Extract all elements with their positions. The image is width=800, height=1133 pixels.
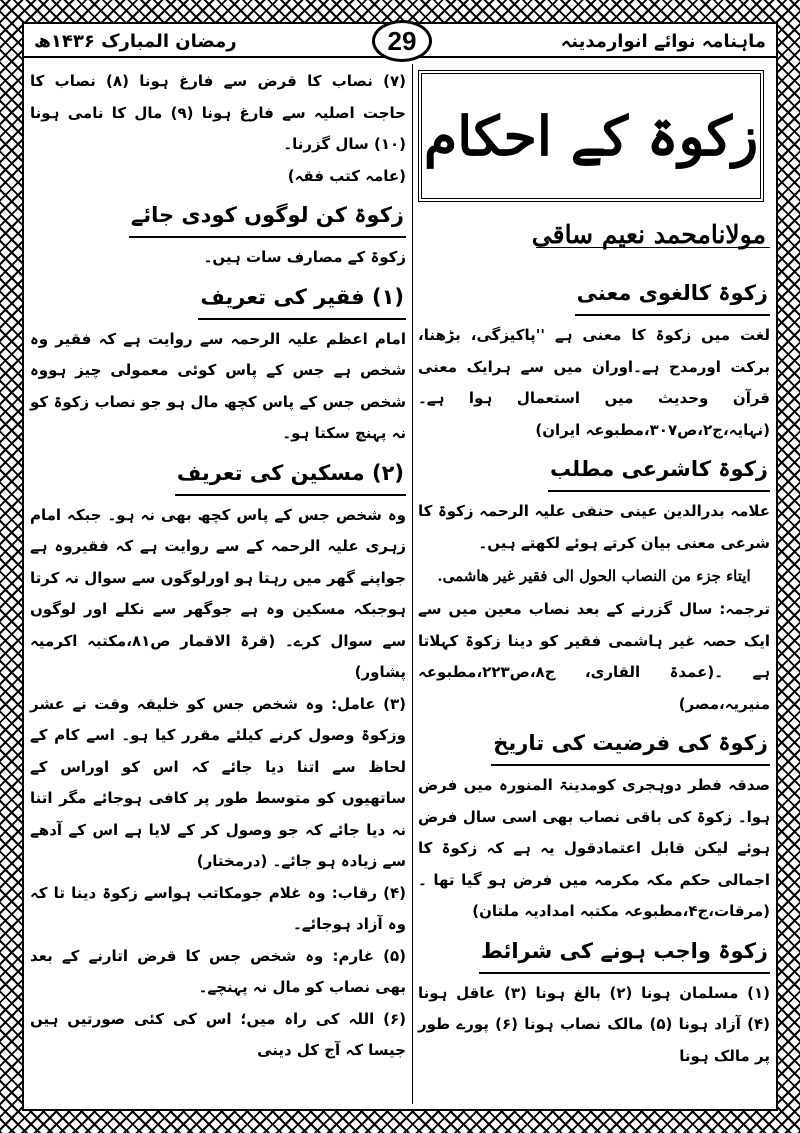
author-name: مولانامحمد نعیم ساقی bbox=[531, 220, 766, 249]
paragraph-faqir: امام اعظم علیہ الرحمہ سے روایت ہے کہ فقیر وہ شخص ہے جس کے پاس کوئی معمولی چیز ہووہ شخص جس کے پاس کچھ مال ہو جو نصاب زکوۃ کو نہ پہنچ سکتا ہو۔ bbox=[30, 329, 406, 442]
column-divider bbox=[412, 64, 413, 1104]
paragraph-gharim: (۵) غارم: وہ شخص جس کا قرض اتارنے کے بعد بھی نصاب کو مال نہ پہنچے۔ bbox=[30, 946, 406, 996]
paragraph-miskeen: وہ شخص جس کے پاس کچھ بھی نہ ہو۔ جبکہ امام زہری علیہ الرحمہ کے سے روایت ہے کہ فقیروہ ہے جواپنے گھر میں رہتا ہو اورلوگوں سے سوال نہ کرتا ہوجبکہ مسکین وہ ہے جوگھر سے نکلے اور لوگوں سے سوال کرے۔ (قرۃ الاقمار ص۸۱،مکتبہ اکرمیہ پشاور) bbox=[30, 505, 406, 681]
article-title: زکوۃ کے احکام bbox=[423, 104, 759, 168]
paragraph-legal-meaning: علامہ بدرالدین عینی حنفی علیہ الرحمہ زکوۃ کا شرعی معنی بیان کرتے ہوئے لکھتے ہیں۔ bbox=[418, 502, 770, 552]
reference-fiqh: (عامہ کتب فقہ) bbox=[287, 166, 406, 185]
right-column bbox=[418, 66, 770, 1072]
section-heading-conditions: زکوۃ واجب ہونے کی شرائط bbox=[479, 932, 770, 974]
section-heading-legal-meaning: زکوۃ کاشرعی مطلب bbox=[548, 450, 770, 492]
section-heading-recipients: زکوۃ کن لوگوں کودی جائے bbox=[129, 196, 406, 238]
section-heading-history: زکوۃ کی فرضیت کی تاریخ bbox=[491, 724, 770, 766]
paragraph-lexical-meaning: لغت میں زکوۃ کا معنی ہے ''پاکیزگی، بڑھنا، برکت اورمدح ہے۔اوران میں سے ہرایک معنی قرآن وحدیث میں استعمال ہوا ہے۔(نہایہ،ج۲،ص۳۰۷،مطبوعہ ایران) bbox=[418, 326, 770, 439]
title-box bbox=[418, 70, 764, 202]
paragraph-recipients: زکوۃ کے مصارف سات ہیں۔ bbox=[203, 248, 406, 266]
section-heading-miskeen: (۲) مسکین کی تعریف bbox=[175, 454, 406, 496]
left-column bbox=[30, 66, 406, 1067]
paragraph-translation: ترجمہ: سال گزرنے کے بعد نصاب معین میں سے ایک حصہ غیر ہاشمی فقیر کو دینا زکوۃ کہلاتا ہے ۔(عمدۃ القاری، ج۸،ص۲۲۳،مطبوعہ منیریہ،مصر) bbox=[418, 600, 770, 713]
magazine-name: ماہنامہ نوائے انوارمدینہ bbox=[560, 31, 766, 52]
issue-date: رمضان المبارک ۱۴۳۶ھ bbox=[34, 31, 237, 52]
section-heading-lexical-meaning: زکوۃ کالغوی معنی bbox=[575, 274, 770, 316]
paragraph-aamil: (۳) عامل: وہ شخص جس کو خلیفہ وقت نے عشر وزکوۃ وصول کرنے کیلئے مقرر کیا ہو۔ اسے کام کے لحاظ سے اتنا دیا جائے کہ اس کو اوراس کے ساتھیوں کو متوسط طور پر کافی ہوجائے مگر اتنا نہ دیا جائے کہ جو وصول کر کے لایا ہے اس کے آدھے سے زیادہ ہو جائے۔ (درمختار) bbox=[30, 694, 406, 870]
paragraph-conditions-continued: (۷) نصاب کا قرض سے فارغ ہونا (۸) نصاب کا حاجت اصلیہ سے فارغ ہونا (۹) مال کا نامی ہونا (۱۰) سال گزرنا۔ bbox=[30, 72, 406, 153]
paragraph-history: صدقہ فطر دوہجری کومدینۃ المنورہ میں فرض ہوا۔ زکوۃ کی باقی نصاب بھی اسی سال فرض ہوئے لیکن قابل اعتمادقول یہ ہے کہ زکوۃ کا اجمالی حکم مکہ مکرمہ میں فرض ہو گیا تھا ۔ (مرقات،ج۴،مطبوعہ مکتبہ امدادیہ ملتان) bbox=[418, 776, 770, 920]
section-heading-faqir: (۱) فقیر کی تعریف bbox=[198, 278, 406, 320]
arabic-definition: ایتاء جزء من النصاب الحول الی فقیر غیر ھاشمی. bbox=[437, 567, 751, 585]
paragraph-riqab: (۴) رقاب: وہ غلام جومکاتب ہواسے زکوۃ دینا تا کہ وہ آزاد ہوجائے۔ bbox=[30, 883, 406, 933]
paragraph-conditions: (۱) مسلمان ہونا (۲) بالغ ہونا (۳) عاقل ہونا (۴) آزاد ہونا (۵) مالک نصاب ہونا (۶) پورے طور پر مالک ہونا bbox=[418, 983, 770, 1065]
author-line bbox=[418, 220, 770, 270]
author-underline bbox=[536, 247, 770, 248]
page-number: 29 bbox=[372, 20, 432, 62]
paragraph-fi-sabilillah: (۶) اللہ کی راہ میں؛ اس کی کئی صورتیں ہیں جیسا کہ آج کل دینی bbox=[30, 1009, 406, 1059]
